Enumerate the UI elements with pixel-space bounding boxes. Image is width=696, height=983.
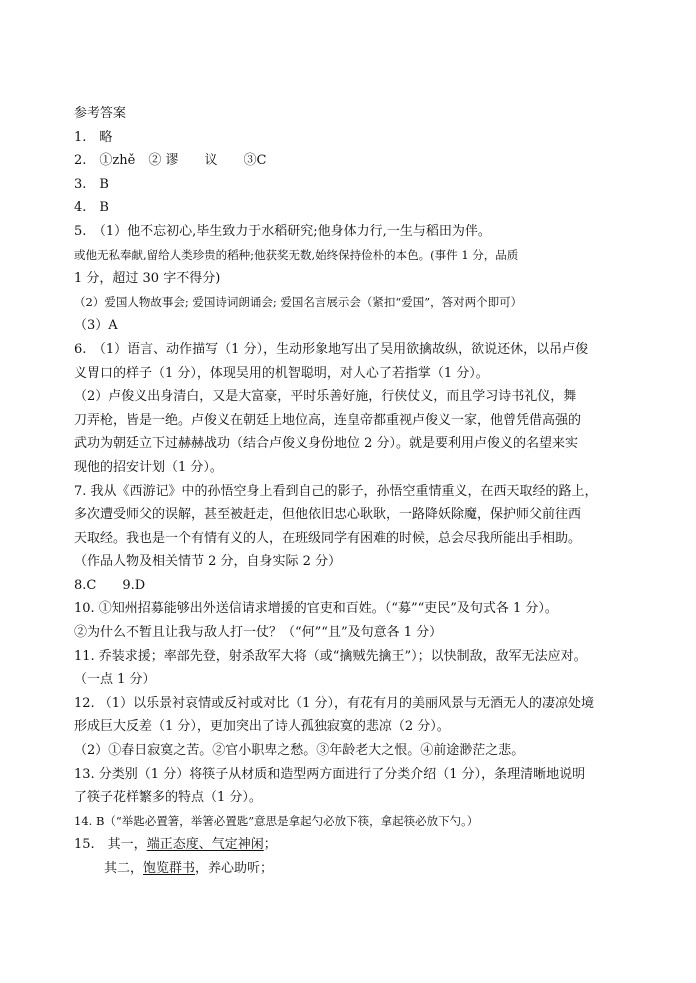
answer-15-line-2 [74, 857, 664, 881]
answer-15-line-2-suffix: ，养心助听； [195, 861, 274, 876]
answer-6-line-3: （2）卢俊义出身清白，又是大富豪，平时乐善好施，行侠仗义，而且学习诗书礼仪，舞 [74, 389, 577, 405]
answer-14: 14. B（“举匙必置箸，举箸必置匙”意思是拿起勺必放下筷，拿起筷必放下勺。） [74, 813, 479, 828]
answer-6-line-1: 6. （1）语言、动作描写（1 分），生动形象地写出了吴用欲擒故纵，欲说还休，以吊卢俊 [74, 341, 589, 357]
answer-7-line-3: 天取经。我也是一个有情有义的人，在班级同学有困难的时候，总会尽我所能出手相助。 [74, 530, 582, 546]
answer-10-line-1: 10. ①知州招募能够出外送信请求增援的官吏和百姓。（“募”“吏民”及句式各 1 分）。 [74, 601, 558, 617]
answer-6-line-6: 现他的招安计划（1 分）。 [74, 459, 223, 475]
answer-7-line-1: 7. 我从《西游记》中的孙悟空身上看到自己的影子，孙悟空重情重义，在西天取经的路上， [74, 483, 598, 499]
answer-12-line-2: 形成巨大反差（1 分），更加突出了诗人孤独寂寞的悲凉（2 分）。 [74, 719, 450, 735]
answer-15-line-1-suffix: ； [263, 837, 277, 853]
answer-11-line-1: 11. 乔装求援；率部先登，射杀敌军大将（或“擒贼先擒王”）；以快制敌，敌军无法应对。 [74, 648, 587, 664]
answer-4: 4. B [74, 200, 109, 216]
answer-5-line-1: 5. （1）他不忘初心,毕生致力于水稻研究;他身体力行,一生与稻田为伴。 [74, 223, 491, 239]
answer-10-line-2: ②为什么不暂且让我与敌人打一仗？（“何”“且”及句意各 1 分） [74, 625, 443, 641]
answer-15-line-2-prefix: 其二， [104, 861, 144, 876]
answer-7-line-4: （作品人物及相关情节 2 分，自身实际 2 分） [74, 554, 342, 570]
answer-8-9: 8.C 9.D [74, 577, 146, 593]
answer-6-line-4: 刀弄枪，皆是一绝。卢俊义在朝廷上地位高，连皇帝都重视卢俊义一家，他曾凭借高强的 [74, 412, 582, 428]
answer-2: 2. ①zhě ② 谬 议 ③C [74, 153, 267, 169]
answer-5-line-4: （2）爱国人物故事会; 爱国诗词朗诵会; 爱国名言展示会（紧扣“爱国”，答对两个即可） [74, 294, 523, 309]
answer-12-line-1: 12. （1）以乐景衬哀情或反衬或对比（1 分），有花有月的美丽风景与无酒无人的凄凉处境 [74, 695, 594, 711]
answer-5-line-3: 1 分，超过 30 字不得分) [74, 271, 221, 287]
answer-11-line-2: （一点 1 分） [74, 672, 156, 688]
answer-7-line-2: 多次遭受师父的误解，甚至被赶走，但他依旧忠心耿耿，一路降妖除魔，保护师父前往西 [74, 507, 582, 523]
answer-13-line-1: 13. 分类别（1 分）将筷子从材质和造型两方面进行了分类介绍（1 分），条理清晰地说明 [74, 766, 586, 782]
answer-5-line-2: 或他无私奉献,留给人类珍贵的稻种;他获奖无数,始终保持俭朴的本色。(事件 1 分，品质 [74, 247, 519, 262]
answer-15-line-1-prefix: 15. 其一， [74, 837, 147, 853]
answer-lines [74, 102, 664, 881]
answer-15-line-1-underlined: 端正态度、气定神闲 [146, 837, 264, 853]
answer-13-line-2: 了筷子花样繁多的特点（1 分）。 [74, 790, 262, 806]
answer-6-line-5: 武功为朝廷立下过赫赫战功（结合卢俊义身份地位 2 分）。就是要利用卢俊义的名望来实 [74, 436, 579, 452]
answer-6-line-2: 义胃口的样子（1 分），体现吴用的机智聪明，对人心了若指掌（1 分）。 [74, 365, 489, 381]
answer-15-line-1 [74, 833, 664, 857]
answer-5-line-5: （3）A [74, 318, 118, 334]
doc-title: 参考答案 [74, 106, 127, 121]
answer-1: 1. 略 [74, 129, 113, 145]
answer-15-line-2-underlined: 饱览群书 [143, 861, 196, 876]
answer-3: 3. B [74, 176, 109, 192]
answer-12-line-3: （2）①春日寂寞之苦。②官小职卑之愁。③年龄老大之恨。④前途渺茫之悲。 [74, 743, 525, 759]
